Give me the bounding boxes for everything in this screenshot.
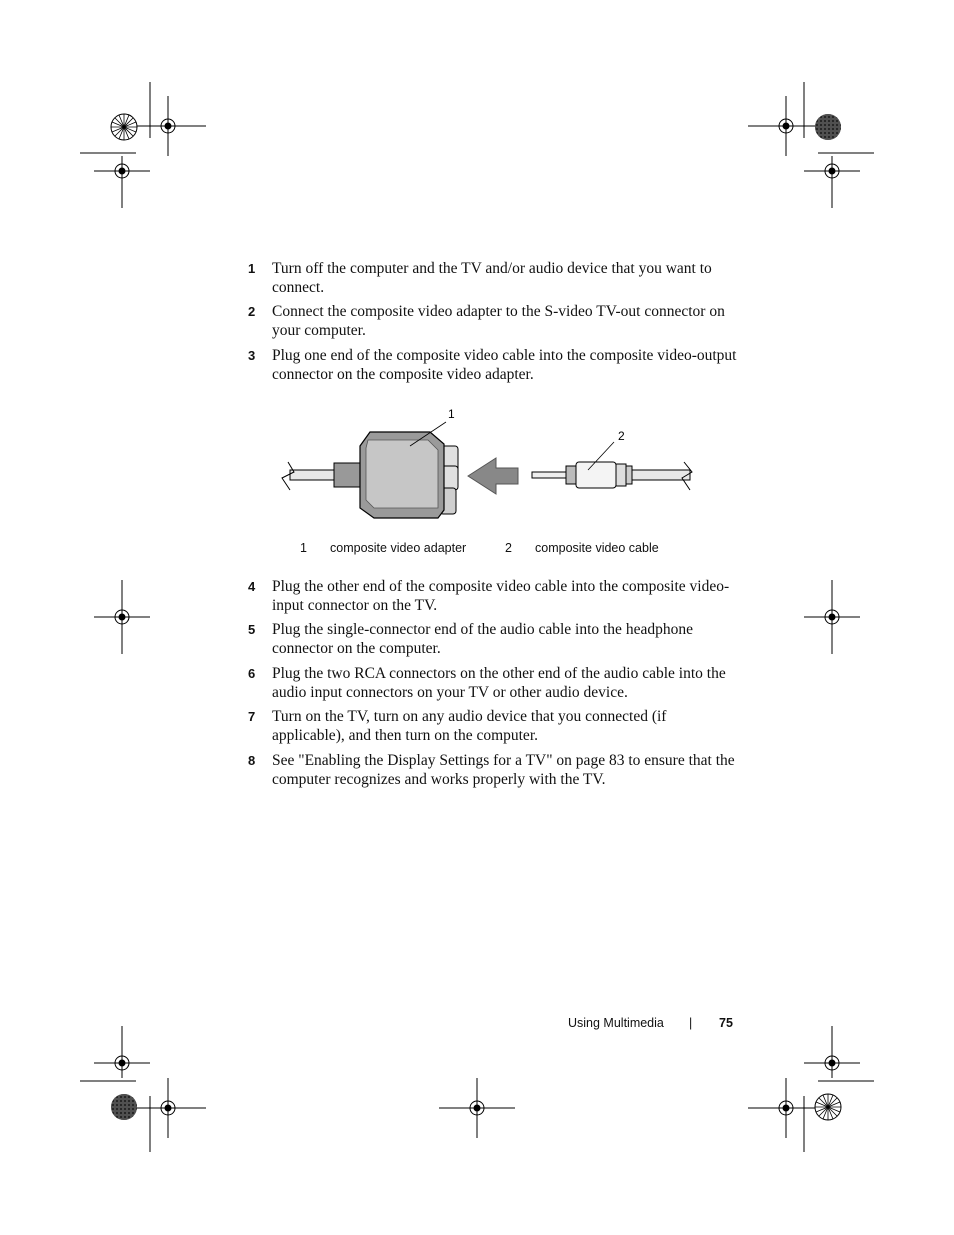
connection-illustration	[270, 400, 710, 530]
registration-mark-icon	[94, 1026, 150, 1078]
page-number: 75	[719, 1016, 733, 1030]
step-text: Plug the other end of the composite video cable into the composite video-input connector on the TV.	[272, 578, 730, 614]
legend-label-1: composite video adapter	[330, 541, 467, 555]
step-number: 4	[248, 579, 256, 594]
color-target-icon	[111, 114, 137, 140]
color-target-icon	[815, 1094, 841, 1120]
registration-mark-icon	[130, 1078, 206, 1138]
composite-video-adapter	[360, 432, 458, 518]
callout-2: 2	[618, 429, 625, 443]
composite-video-cable	[532, 462, 692, 490]
step-number: 6	[248, 666, 256, 681]
adapter-cable	[282, 462, 360, 490]
step-number: 2	[248, 304, 256, 319]
legend-number-2: 2	[505, 541, 512, 555]
step-number: 3	[248, 348, 256, 363]
step-text: Turn off the computer and the TV and/or audio device that you want to connect.	[272, 260, 712, 296]
registration-mark-icon	[804, 156, 860, 208]
callout-1: 1	[448, 407, 455, 421]
step-text: Plug the two RCA connectors on the other end of the audio cable into the audio input connectors on your TV or other audio device.	[272, 665, 726, 701]
step-number: 5	[248, 622, 256, 637]
step-text: See "Enabling the Display Settings for a TV" on page 83 to ensure that the computer recognizes and works properly with the TV.	[272, 752, 735, 788]
footer-section-title: Using Multimedia	[568, 1016, 664, 1030]
color-target-icon	[815, 114, 841, 140]
step-text: Connect the composite video adapter to the S-video TV-out connector on your computer.	[272, 303, 725, 339]
footer-separator: |	[689, 1016, 693, 1030]
step-number: 1	[248, 261, 256, 276]
registration-mark-icon	[130, 96, 206, 156]
registration-mark-icon	[804, 1026, 860, 1078]
registration-mark-icon	[748, 96, 824, 156]
legend-label-2: composite video cable	[535, 541, 659, 555]
step-number: 7	[248, 709, 256, 724]
step-number: 8	[248, 753, 256, 768]
registration-mark-icon	[94, 156, 150, 208]
registration-mark-icon	[439, 1078, 515, 1138]
registration-mark-icon	[748, 1078, 824, 1138]
connector-direction-arrow-icon	[468, 458, 518, 494]
registration-mark-icon	[94, 580, 150, 654]
color-target-icon	[111, 1094, 137, 1120]
legend-number-1: 1	[300, 541, 307, 555]
step-text: Plug the single-connector end of the audio cable into the headphone connector on the computer.	[272, 621, 693, 657]
step-text: Turn on the TV, turn on any audio device that you connected (if applicable), and then turn on the computer.	[272, 708, 667, 744]
registration-mark-icon	[804, 580, 860, 654]
step-text: Plug one end of the composite video cable into the composite video-output connector on the composite video adapter.	[272, 347, 737, 383]
